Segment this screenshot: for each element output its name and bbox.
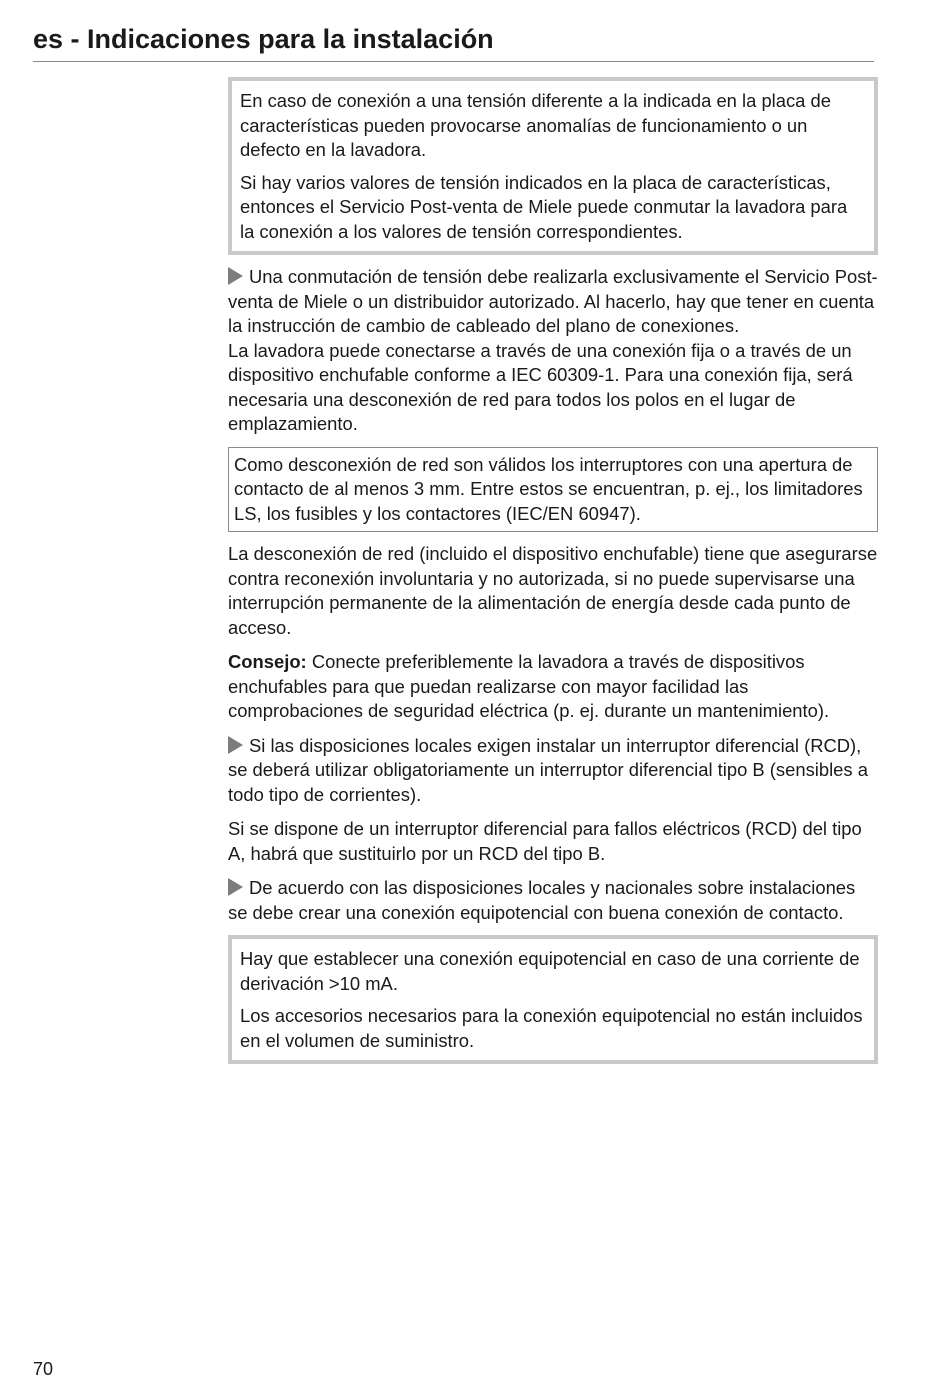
body-paragraph: Si se dispone de un interruptor diferencial para fallos eléctricos (RCD) del tipo A, habrá que sustituirlo por un RCD del tipo B. <box>228 818 862 864</box>
warning-paragraph: Hay que establecer una conexión equipotencial en caso de una corriente de derivación >10 mA. <box>240 948 860 994</box>
tip-label: Consejo: <box>228 651 307 672</box>
instruction-text: Si las disposiciones locales exigen instalar un interruptor diferencial (RCD), se deberá utilizar obligatoriamente un interruptor diferencial tipo B (sensibles a todo tipo de corrientes). <box>228 734 868 805</box>
note-paragraph: Como desconexión de red son válidos los interruptores con una apertura de contacto de al menos 3 mm. Entre estos se encuentran, p. ej., los limitadores LS, los fusibles y los contactores (IEC/EN 60947). <box>234 453 863 524</box>
instruction-text: De acuerdo con las disposiciones locales y nacionales sobre instalaciones se debe crear una conexión equipotencial con buena conexión de contacto. <box>228 877 856 923</box>
voltage-warning-box <box>228 77 878 255</box>
body-paragraph: La lavadora puede conectarse a través de una conexión fija o a través de un dispositivo enchufable conforme a IEC 60309-1. Para una conexión fija, será necesaria una desconexión de red para todos los polos en el lugar de emplazamiento. <box>228 339 853 434</box>
main-content <box>228 77 878 1074</box>
instruction-text: Una conmutación de tensión debe realizarla exclusivamente el Servicio Post-venta de Miele o un distribuidor autorizado. Al hacerlo, hay que tener en cuenta la instrucción de cambio de cableado del plano de conexiones. <box>228 266 878 336</box>
warning-paragraph: Los accesorios necesarios para la conexión equipotencial no están incluidos en el volumen de suministro. <box>240 1005 863 1051</box>
equipotential-warning-box <box>228 935 878 1064</box>
tip-text: Conecte preferiblemente la lavadora a través de dispositivos enchufables para que puedan realizarse con mayor facilidad las comprobaciones de seguridad eléctrica (p. ej. durante un mantenimiento). <box>228 651 830 721</box>
warning-paragraph: En caso de conexión a una tensión diferente a la indicada en la placa de características pueden provocarse anomalías de funcionamiento o un defecto en la lavadora. <box>240 90 831 160</box>
arrow-bullet-icon <box>228 878 243 896</box>
body-paragraph: La desconexión de red (incluido el dispositivo enchufable) tiene que asegurarse contra reconexión involuntaria y no autorizada, si no puede supervisarse una interrupción permanente de la alimentación de energía desde cada punto de acceso. <box>228 543 878 638</box>
arrow-bullet-icon <box>228 736 243 754</box>
page-title: es - Indicaciones para la instalación <box>33 22 874 62</box>
page-number: 70 <box>33 1359 54 1379</box>
mains-disconnect-note-box <box>228 447 878 533</box>
instruction-paragraph <box>228 734 878 808</box>
tip-paragraph <box>228 650 878 724</box>
warning-paragraph: Si hay varios valores de tensión indicados en la placa de características, entonces el Servicio Post-venta de Miele puede conmutar la lavadora para la conexión a los valores de tensión correspondientes. <box>240 171 848 242</box>
instruction-paragraph <box>228 265 878 339</box>
instruction-paragraph <box>228 876 878 925</box>
arrow-bullet-icon <box>228 267 243 285</box>
